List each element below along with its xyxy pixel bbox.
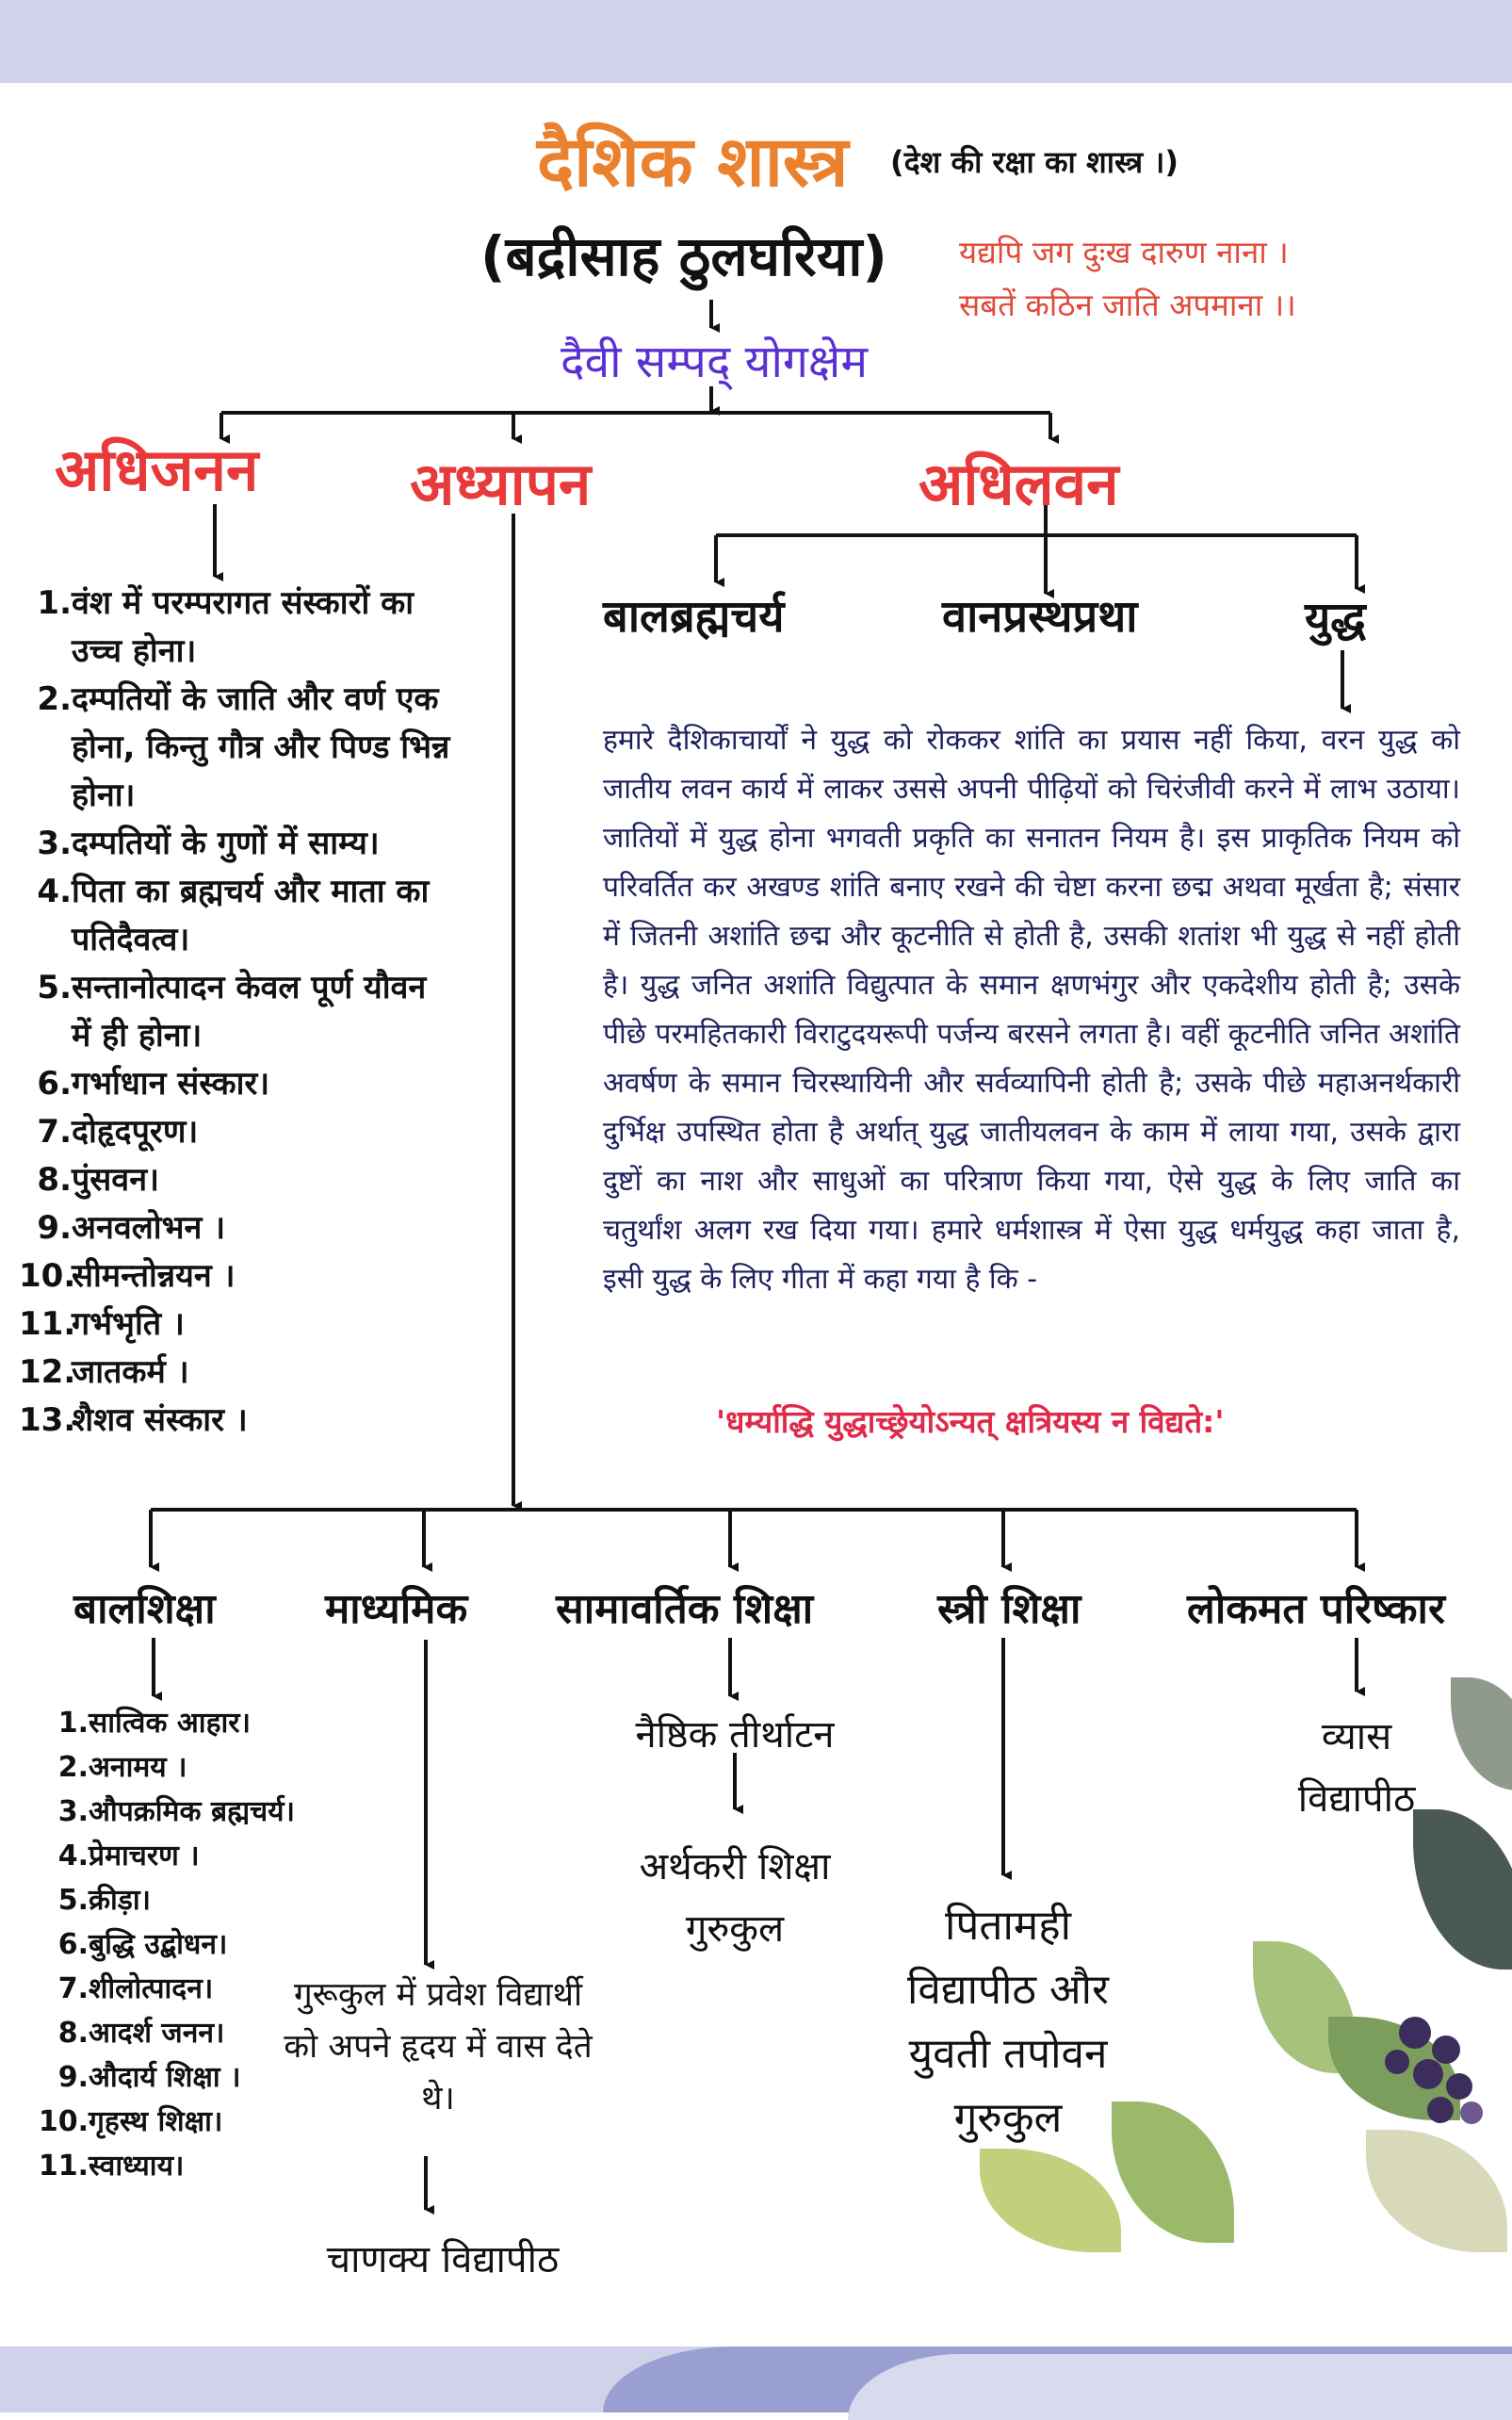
samavartik-step1: नैष्ठिक तीर्थाटन — [635, 1713, 835, 1757]
list-item: 5. क्रीड़ा। — [57, 1884, 151, 1917]
daivi-sampad-label: दैवी सम्पद् योगक्षेम — [561, 335, 869, 388]
list-item: 3. औपक्रमिक ब्रह्मचर्य। — [57, 1795, 295, 1828]
doha-verse — [959, 226, 1296, 332]
list-item: 7. दोहृदपूरण। — [37, 1113, 199, 1151]
samavartik-step2: अर्थकरी शिक्षा गुरुकुल — [639, 1845, 831, 1951]
list-item: 13. शैशव संस्कार । — [19, 1401, 248, 1439]
list-item: 6. गर्भाधान संस्कार। — [37, 1065, 270, 1103]
list-item: 4. पिता का ब्रह्मचर्य और माता का पतिदैवत्व। — [37, 873, 430, 958]
yuddh-paragraph: हमारे दैशिकाचार्यों ने युद्ध को रोककर शांति का प्रयास नहीं किया, वरन युद्ध को जातीय लवन कार्य में लाकर उससे अपनी पीढ़ियों को चिरंजीवी करने में लाभ उठाया। जातियों में युद्ध होना भगवती प्रकृति का सनातन नियम है। इस प्राकृतिक नियम को परिवर्तित कर अखण्ड शांति बनाए रखने की चेष्टा करना छद्म अथवा मूर्खता है; संसार में जितनी अशांति छद्म और कूटनीति से होती है, उसकी शतांश भी युद्ध से नहीं होती है। युद्ध जनित अशांति विद्युत्पात के समान क्षणभंगुर और एकदेशीय होती है; उसके पीछे परमहितकारी विराटुदयरूपी पर्जन्य बरसने लगता है। वहीं कूटनीति जनित अशांति अवर्षण के समान चिरस्थायिनी और सर्वव्यापिनी होती है; उसके पीछे महाअनर्थकारी दुर्भिक्ष उपस्थित होता है अर्थात् युद्ध जातीयलवन के काम में लाया गया, उसके द्वारा दुष्टों का नाश और साधुओं का परित्राण किया गया, ऐसे युद्ध के लिए जाति का चतुर्थांश अलग रख दिया गया। हमारे धर्मशास्त्र में ऐसा युद्ध धर्मयुद्ध कहा जाता है, इसी युद्ध के लिए गीता में कहा गया है कि - — [603, 724, 1461, 1296]
list-item: 6. बुद्धि उद्बोधन। — [57, 1928, 228, 1961]
edu-lokmat: लोकमत परिष्कार — [1187, 1585, 1445, 1633]
sub-vanprastha: वानप्रस्थप्रथा — [942, 591, 1138, 643]
list-item: 8. पुंसवन। — [37, 1161, 159, 1199]
list-item: 1. सात्विक आहार। — [57, 1707, 251, 1740]
madhyamik-result: चाणक्य विद्यापीठ — [326, 2238, 560, 2281]
list-item: 11. स्वाध्याय। — [38, 2150, 185, 2183]
list-item: 2. दम्पतियों के जाति और वर्ण एक होना, किन्तु गौत्र और पिण्ड भिन्न होना। — [37, 680, 450, 814]
branch-adhilavan: अधिलवन — [919, 450, 1119, 518]
list-item: 3. दम्पतियों के गुणों में साम्य। — [37, 825, 380, 862]
edu-stri: स्त्री शिक्षा — [937, 1585, 1081, 1633]
madhyamik-text: गुरूकुल में प्रवेश विद्यार्थी को अपने हृदय में वास देते थे। — [284, 1976, 593, 2118]
gita-quote: 'धर्म्याद्धि युद्धाच्छ्रेयोऽन्यत् क्षत्रियस्य न विद्यते:' — [716, 1403, 1225, 1440]
list-item: 12. जातकर्म । — [19, 1353, 189, 1391]
list-item: 1. वंश में परम्परागत संस्कारों का उच्च होना। — [37, 584, 415, 670]
list-item: 5. सन्तानोत्पादन केवल पूर्ण यौवन में ही होना। — [37, 969, 427, 1055]
stri-result: पितामही विद्यापीठ और युवती तपोवन गुरुकुल — [907, 1902, 1109, 2142]
page-title: दैशिक शास्त्र — [537, 122, 849, 203]
doha-line-2: सबतें कठिन जाति अपमाना ।। — [959, 286, 1296, 323]
list-item: 10. गृहस्थ शिक्षा। — [38, 2105, 223, 2138]
sub-yuddh: युद्ध — [1305, 593, 1366, 645]
list-item: 11. गर्भभृति । — [19, 1305, 185, 1343]
sub-bal-brahmacharya: बालब्रह्मचर्य — [603, 591, 785, 643]
list-item: 4. प्रेमाचरण । — [57, 1840, 200, 1872]
edu-samavartik: सामावर्तिक शिक्षा — [556, 1585, 814, 1633]
edu-madhyamik: माध्यमिक — [325, 1585, 468, 1633]
adhijanan-list — [19, 580, 452, 1445]
list-item: 9. अनवलोभन । — [37, 1209, 226, 1247]
list-item: 8. आदर्श जनन। — [57, 2017, 225, 2050]
doha-line-1: यद्यपि जग दुःख दारुण नाना । — [959, 234, 1289, 270]
page-subtitle: (देश की रक्षा का शास्त्र ।) — [890, 144, 1179, 180]
edu-balshiksha: बालशिक्षा — [73, 1585, 216, 1633]
author-name: (बद्रीसाह ठुलघरिया) — [480, 224, 887, 288]
branch-adhijanan: अधिजनन — [55, 435, 259, 504]
list-item: 2. अनामय । — [57, 1751, 187, 1784]
list-item: 7. शीलोत्पादन। — [57, 1972, 214, 2005]
branch-adhyapan: अध्यापन — [410, 450, 592, 518]
lokmat-result: व्यास विद्यापीठ — [1297, 1715, 1416, 1821]
list-item: 9. औदार्य शिक्षा । — [57, 2061, 241, 2094]
list-item: 10. सीमन्तोन्नयन । — [19, 1257, 236, 1295]
